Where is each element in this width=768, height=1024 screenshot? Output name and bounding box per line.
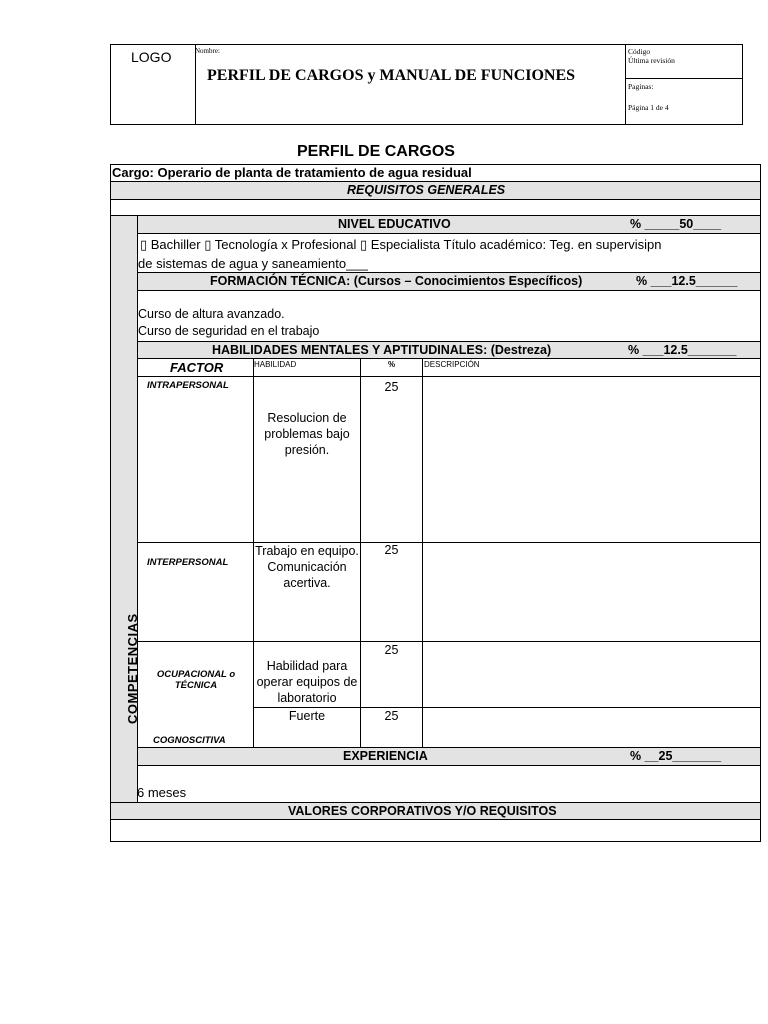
habilidad-intrapersonal: Resolucion de problemas bajo presión. [264, 411, 350, 457]
habilidades-row [138, 341, 760, 359]
valores-heading: VALORES CORPORATIVOS Y/O REQUISITOS [288, 804, 557, 818]
factor-interpersonal: INTERPERSONAL [147, 557, 229, 568]
formacion-tecnica-row [138, 272, 760, 291]
document-header [110, 44, 743, 125]
meta-divider [626, 78, 743, 79]
experiencia-value: 6 meses [137, 785, 187, 800]
pct-cognoscitiva: 25 [384, 709, 399, 723]
col-divider [422, 359, 423, 747]
experiencia-row [138, 747, 760, 766]
row-divider [138, 542, 760, 543]
experiencia-heading: EXPERIENCIA [343, 749, 428, 763]
habilidad-ocupacional: Habilidad para operar equipos de laboratorio [256, 659, 358, 705]
habilidad-cognoscitiva: Fuerte [288, 709, 326, 723]
nivel-educativo-percent: % _____50____ [630, 217, 722, 231]
nivel-educativo-heading: NIVEL EDUCATIVO [338, 217, 451, 231]
valores-row [111, 802, 760, 820]
factor-ocupacional: OCUPACIONAL o TÉCNICA [156, 669, 236, 691]
factor-intrapersonal: INTRAPERSONAL [147, 380, 229, 391]
paginas-label: Paginas: [628, 82, 654, 91]
experiencia-percent: % __25_______ [630, 749, 722, 763]
competencias-column [111, 216, 138, 802]
pct-ocupacional: 25 [384, 643, 399, 657]
document-meta [625, 45, 743, 124]
curso-item: Curso de seguridad en el trabajo [138, 324, 320, 338]
pct-interpersonal: 25 [384, 543, 399, 557]
curso-item: Curso de altura avanzado. [138, 307, 285, 321]
competencias-label: COMPETENCIAS [125, 613, 140, 724]
cargo-text: Cargo: Operario de planta de tratamiento de agua residual [112, 165, 472, 180]
nivel-educativo-row [138, 216, 760, 234]
requisitos-generales-heading: REQUISITOS GENERALES [347, 183, 506, 197]
column-habilidad: HABILIDAD [254, 360, 297, 369]
factor-cognoscitiva: COGNOSCITIVA [153, 735, 226, 746]
pagina-number: Página 1 de 4 [628, 103, 669, 112]
habilidades-percent: % ___12.5_______ [628, 343, 737, 357]
logo: LOGO [131, 49, 172, 65]
column-descripcion: DESCRIPCIÓN [424, 360, 480, 369]
habilidades-table-header [138, 359, 760, 377]
nombre-label: Nombre: [195, 47, 220, 55]
blank-row [111, 200, 760, 216]
titulo-academico: de sistemas de agua y saneamiento___ [138, 256, 368, 271]
document-title: PERFIL DE CARGOS y MANUAL DE FUNCIONES [207, 67, 576, 84]
requisitos-generales-row [111, 182, 760, 200]
logo-cell [111, 45, 196, 124]
formacion-tecnica-percent: % ___12.5______ [636, 274, 738, 288]
ultima-revision-label: Última revisión [628, 56, 675, 65]
row-divider [138, 641, 760, 642]
cargo-row [110, 164, 761, 182]
row-divider [253, 707, 760, 708]
column-factor: FACTOR [170, 360, 224, 375]
pct-intrapersonal: 25 [384, 380, 399, 394]
column-percent: % [388, 360, 396, 369]
codigo-label: Código [628, 47, 651, 56]
form-title: PERFIL DE CARGOS [297, 143, 455, 160]
nivel-educativo-options: ▯ Bachiller ▯ Tecnología x Profesional ▯ Especialista Título académico: Teg. en supervisipn [140, 237, 662, 252]
formacion-tecnica-heading: FORMACIÓN TÉCNICA: (Cursos – Conocimientos Específicos) [210, 274, 583, 288]
habilidad-interpersonal: Trabajo en equipo. Comunicación acertiva. [255, 544, 359, 590]
habilidades-heading: HABILIDADES MENTALES Y APTITUDINALES: (Destreza) [212, 343, 552, 357]
